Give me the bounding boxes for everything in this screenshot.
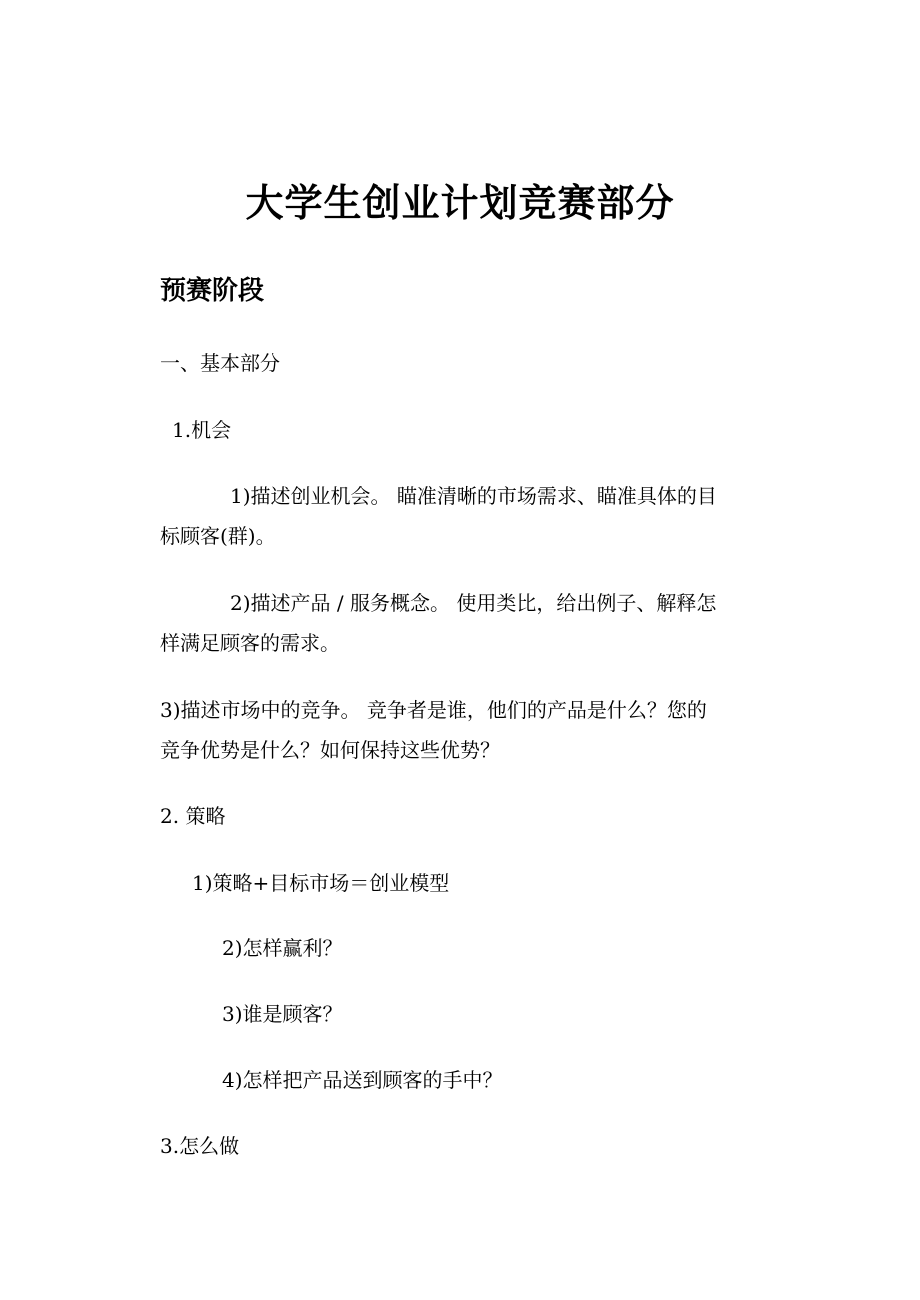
- item-1-heading: 1.机会: [172, 418, 232, 442]
- document-title: 大学生创业计划竞赛部分: [245, 181, 675, 225]
- stage-heading: 预赛阶段: [160, 276, 265, 306]
- item-1-2-line-1: 2)描述产品 / 服务概念。 使用类比，给出例子、解释怎: [230, 591, 717, 615]
- section-basic: 一、基本部分: [160, 351, 280, 375]
- item-3-heading: 3.怎么做: [160, 1134, 240, 1158]
- item-2-3: 3)谁是顾客？: [222, 1002, 343, 1026]
- item-1-1-line-2: 标顾客(群)。: [160, 524, 276, 548]
- item-1-1-line-1: 1)描述创业机会。 瞄准清晰的市场需求、瞄准具体的目: [230, 484, 717, 508]
- item-1-2-line-2: 样满足顾客的需求。: [160, 631, 340, 655]
- item-1-3-line-1: 3)描述市场中的竞争。 竞争者是谁，他们的产品是什么？您的: [160, 698, 707, 722]
- item-2-1: 1)策略+目标市场＝创业模型: [192, 871, 450, 895]
- item-2-heading: 2. 策略: [160, 804, 226, 828]
- item-2-4: 4)怎样把产品送到顾客的手中？: [222, 1068, 503, 1092]
- item-2-2: 2)怎样赢利？: [222, 936, 343, 960]
- item-1-3-line-2: 竞争优势是什么？如何保持这些优势？: [160, 738, 500, 762]
